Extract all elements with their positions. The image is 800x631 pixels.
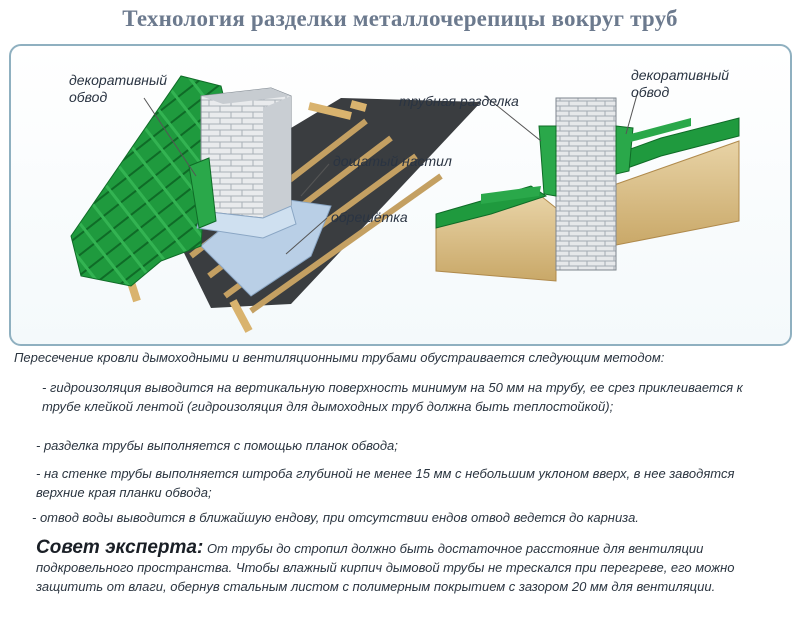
left-roof-diagram — [71, 76, 481, 331]
bullet-flashing-strips: - разделка трубы выполняется с помощью планок обвода; — [36, 438, 398, 453]
bullet-waterproofing: - гидроизоляция выводится на вертикальную поверхность минимум на 50 мм на трубу, ее срез приклеивается к трубе клейкой лентой (гидроизоляция для дымоходных труб должна быть теплостойкой); — [42, 380, 743, 414]
expert-tip-text: От трубы до стропил должно быть достаточное расстояние для вентиляции подкровельного пространства. Чтобы влажный кирпич дымовой трубы не трескался при перегреве, его можно защитить от влаги, обернув стальным листом с полимерным покрытием с зазором 20 мм для вентиляции. — [36, 541, 735, 594]
label-left-decorative-trim: декоративный обвод — [69, 72, 168, 105]
page-title: Технология разделки металлочерепицы вокруг труб — [122, 6, 678, 31]
expert-tip — [36, 538, 776, 596]
label-right-decorative-trim: декоративный обвод — [631, 67, 730, 100]
label-pipe-flashing: трубная разделка — [399, 93, 519, 109]
expert-tip-heading: Совет эксперта: — [36, 537, 204, 558]
right-roof-diagram — [436, 91, 739, 281]
bullet-water-drainage: - отвод воды выводится в ближайшую ендову, при отсутствии ендов отвод ведется до карниза. — [32, 510, 639, 525]
illustration-panel — [9, 44, 792, 346]
bullet-groove: - на стенке трубы выполняется штроба глубиной не менее 15 мм с небольшим уклоном вверх, в нее заводятся верхние края планки обвода; — [36, 466, 735, 500]
intro-text: Пересечение кровли дымоходными и вентиляционными трубами обустраивается следующим методом: — [14, 350, 665, 365]
label-board-deck: дощатый настил — [333, 153, 452, 169]
label-battens: обрешётка — [331, 209, 408, 225]
